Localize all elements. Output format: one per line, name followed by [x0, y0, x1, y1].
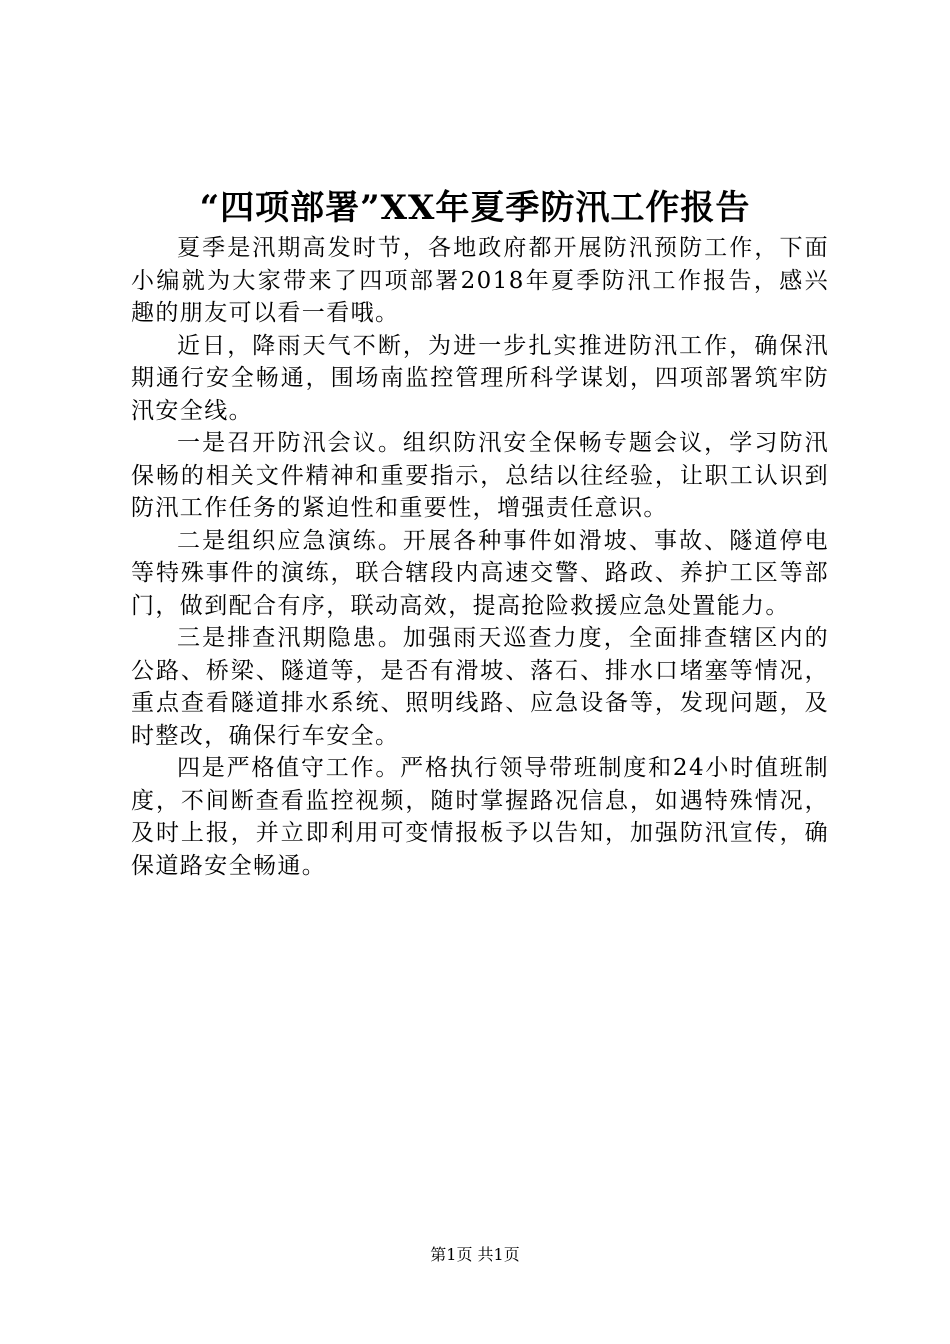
paragraph-background: 近日，降雨天气不断，为进一步扎实推进防汛工作，确保汛期通行安全畅通，围场南监控管理所科学谋划，四项部署筑牢防汛安全线。 — [131, 332, 829, 424]
document-title: “四项部署”XX年夏季防汛工作报告 — [199, 188, 751, 228]
paragraph-meeting: 一是召开防汛会议。组织防汛安全保畅专题会议，学习防汛保畅的相关文件精神和重要指示，总结以往经验，让职工认识到防汛工作任务的紧迫性和重要性，增强责任意识。 — [131, 430, 829, 521]
paragraph-intro: 夏季是汛期高发时节，各地政府都开展防汛预防工作，下面小编就为大家带来了四项部署2018年夏季防汛工作报告，感兴趣的朋友可以看一看哦。 — [131, 235, 829, 326]
paragraph-drill: 二是组织应急演练。开展各种事件如滑坡、事故、隧道停电等特殊事件的演练，联合辖段内高速交警、路政、养护工区等部门，做到配合有序，联动高效，提高抢险救援应急处置能力。 — [131, 527, 829, 619]
page-footer: 第1页 共1页 — [430, 1245, 520, 1264]
paragraph-inspection: 三是排查汛期隐患。加强雨天巡查力度，全面排查辖区内的公路、桥梁、隧道等，是否有滑坡、落石、排水口堵塞等情况，重点查看隧道排水系统、照明线路、应急设备等，发现问题，及时整改，确保行车安全。 — [131, 625, 829, 749]
paragraph-duty: 四是严格值守工作。严格执行领导带班制度和24小时值班制度，不间断查看监控视频，随时掌握路况信息，如遇特殊情况，及时上报，并立即利用可变情报板予以告知，加强防汛宣传，确保道路安全畅通。 — [131, 755, 829, 879]
document-body — [131, 232, 829, 882]
